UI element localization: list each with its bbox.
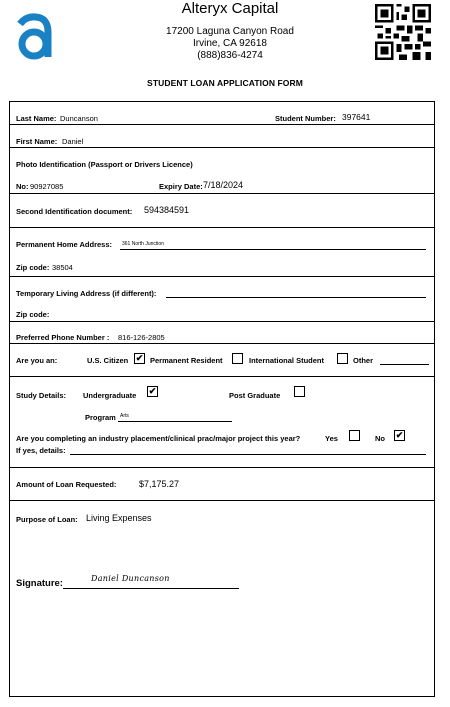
placement-yes-label: Yes [325,434,338,443]
study-details-label: Study Details: [16,391,67,400]
first-name-field[interactable]: Daniel [62,137,84,146]
placement-question: Are you completing an industry placement/clinical prac/major project this year? [16,434,301,443]
id-number-field[interactable]: 90927085 [30,182,64,191]
second-id-field[interactable]: 594384591 [144,205,190,215]
student-number-label: Student Number: [275,114,336,123]
placement-no-checkbox[interactable]: ✔ [395,430,404,440]
undergrad-label: Undergraduate [83,391,137,400]
purpose-label: Purpose of Loan: [16,515,78,524]
perm-zip-field[interactable]: 38504 [52,263,73,272]
signature-label: Signature: [16,578,63,589]
expiry-date-field[interactable]: 7/18/2024 [203,180,244,190]
other-field[interactable] [380,364,429,365]
alteryx-logo-icon [12,10,60,62]
purpose-field[interactable]: Living Expenses [86,513,152,523]
last-name-label: Last Name: [16,114,57,123]
postgrad-checkbox[interactable] [294,386,305,397]
intl-student-checkbox[interactable] [337,353,348,364]
postgrad-label: Post Graduate [229,391,281,400]
address-line-1: 17200 Laguna Canyon Road [166,26,294,37]
signature-field[interactable]: Daniel Duncanson [91,574,170,583]
placement-yes-checkbox[interactable] [349,430,360,441]
perm-address-label: Permanent Home Address: [16,240,112,249]
company-name: Alteryx Capital [181,0,279,17]
if-yes-label: If yes, details: [16,446,66,455]
program-label: Program [85,413,116,422]
phone-field[interactable]: 816-126-2805 [118,333,165,342]
id-number-label: No: [16,182,29,191]
temp-address-label: Temporary Living Address (if different): [16,289,157,298]
other-label: Other [353,356,374,365]
form-title: STUDENT LOAN APPLICATION FORM [147,78,303,88]
expiry-date-label: Expiry Date: [159,182,203,191]
application-form [9,101,435,697]
us-citizen-label: U.S. Citizen [87,356,129,365]
us-citizen-checkbox[interactable]: ✔ [135,353,144,363]
company-phone: (888)836-4274 [197,50,263,61]
program-field[interactable]: Arts [120,413,129,419]
perm-resident-checkbox[interactable] [232,353,243,364]
first-name-label: First Name: [16,137,58,146]
undergrad-checkbox[interactable]: ✔ [148,386,157,396]
qr-code-icon [375,4,431,60]
placement-no-label: No [375,434,385,443]
student-number-field[interactable]: 397641 [342,112,371,122]
if-yes-field[interactable] [70,454,426,455]
loan-amount-field[interactable]: $7,175.27 [139,479,180,489]
photo-id-label: Photo Identification (Passport or Drivers Licence) [16,160,193,169]
perm-resident-label: Permanent Resident [150,356,223,365]
temp-zip-label: Zip code: [16,310,50,319]
last-name-field[interactable]: Duncanson [60,114,98,123]
temp-address-field[interactable] [166,297,426,298]
second-id-label: Second Identification document: [16,207,133,216]
perm-zip-label: Zip code: [16,263,50,272]
residency-label: Are you an: [16,356,58,365]
phone-label: Preferred Phone Number : [16,333,110,342]
perm-address-field[interactable]: 361 North Junction [122,241,164,247]
intl-student-label: International Student [249,356,324,365]
address-line-2: Irvine, CA 92618 [193,38,267,49]
loan-amount-label: Amount of Loan Requested: [16,480,117,489]
